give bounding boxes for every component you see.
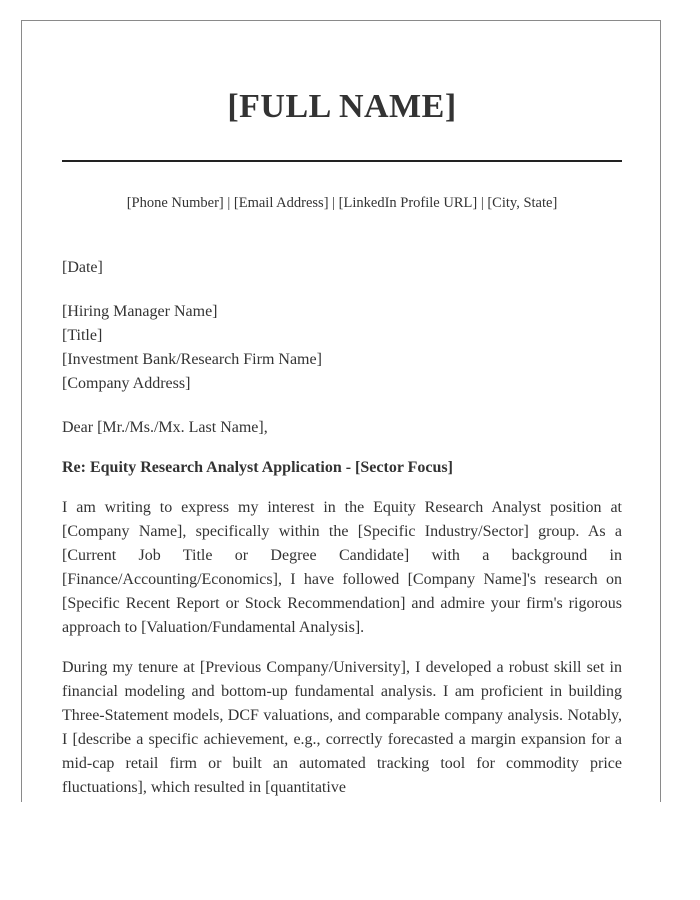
letter-date: [Date] (62, 259, 103, 276)
full-name-heading: [FULL NAME] (227, 88, 457, 125)
body-paragraph-1: I am writing to express my interest in the Equity Research Analyst position at [Company Name], specifically within the [Specific Industry/Sector] group. As a [Current Job Title or Degree Candidate] with a background in [Finance/Accounting/Economics], I have followed [Company Name]'s research on [Specific Recent Report or Stock Recommendation] and admire your firm's rigorous approach to [Valuation/Fundamental Analysis]. (62, 499, 622, 636)
letter-content (62, 21, 622, 800)
recipient-company: [Investment Bank/Research Firm Name] (62, 351, 322, 368)
salutation: Dear [Mr./Ms./Mx. Last Name], (62, 419, 268, 436)
recipient-name: [Hiring Manager Name] (62, 303, 218, 320)
header-divider (62, 160, 622, 162)
subject-line: Re: Equity Research Analyst Application - [Sector Focus] (62, 459, 453, 476)
contact-line: [Phone Number] | [Email Address] | [LinkedIn Profile URL] | [City, State] (126, 195, 558, 211)
recipient-address: [Company Address] (62, 375, 191, 392)
recipient-block (62, 300, 622, 396)
document-page (21, 20, 661, 802)
body-paragraph-2: During my tenure at [Previous Company/University], I developed a robust skill set in financial modeling and bottom-up fundamental analysis. I am proficient in building Three-Statement models, DCF valuations, and comparable company analysis. Notably, I [describe a specific achievement, e.g., correctly forecasted a margin expansion for a mid-cap retail firm or built an automated tracking tool for commodity price fluctuations], which resulted in [quantitative (62, 659, 622, 796)
recipient-title: [Title] (62, 327, 103, 344)
